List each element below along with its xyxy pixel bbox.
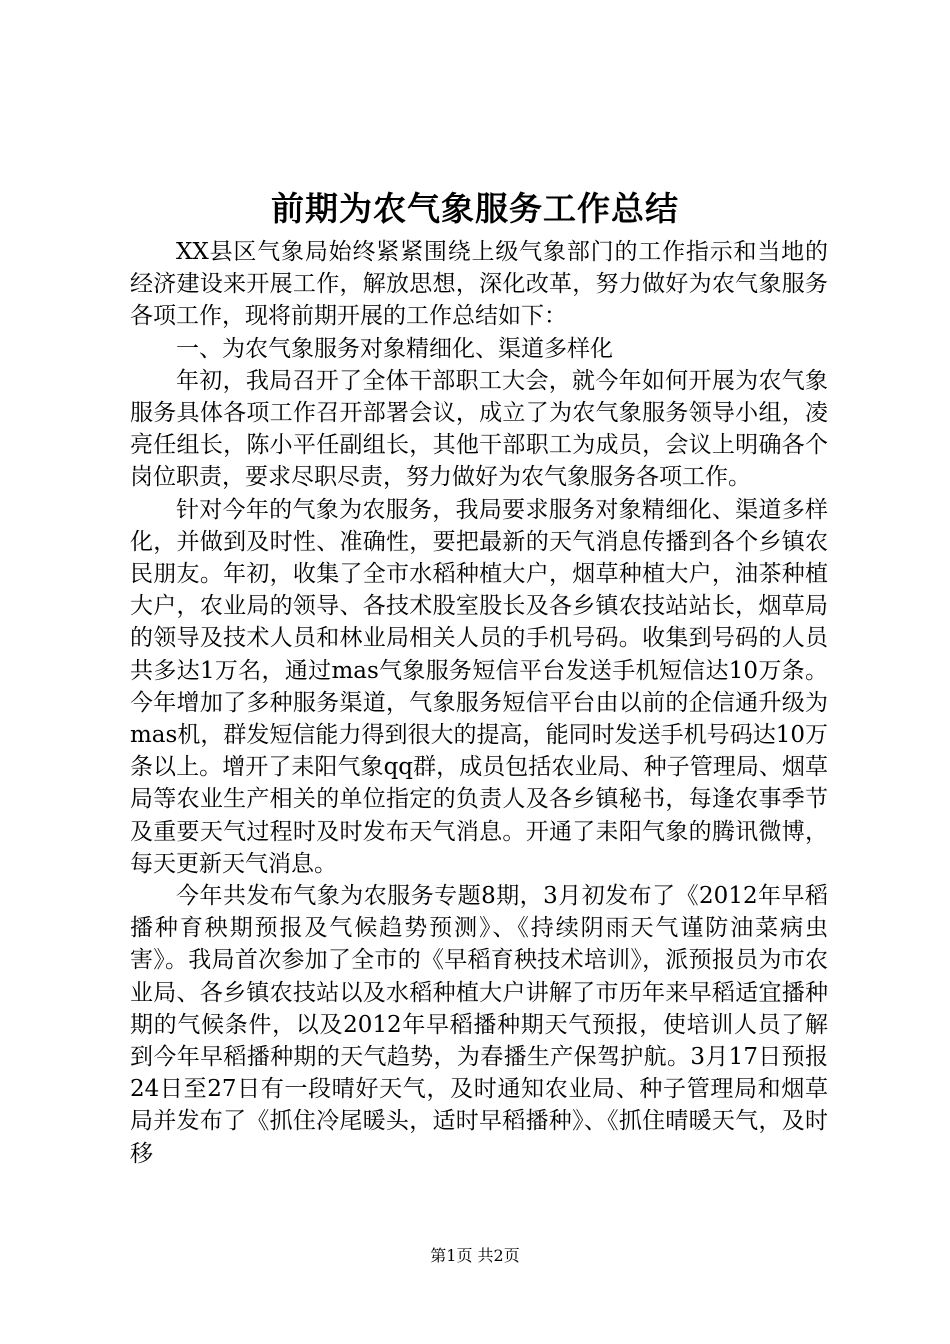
document-body [130,236,828,1170]
intro-paragraph: XX县区气象局始终紧紧围绕上级气象部门的工作指示和当地的经济建设来开展工作，解放思想，深化改革，努力做好为农气象服务各项工作，现将前期开展的工作总结如下： [130,239,828,330]
body-paragraph: 今年共发布气象为农服务专题8期，3月初发布了《2012年早稻播种育秧期预报及气候趋势预测》、《持续阴雨天气谨防油菜病虫害》。我局首次参加了全市的《早稻育秧技术培训》，派预报员为市农业局、各乡镇农技站以及水稻种植大户讲解了市历年来早稻适宜播种期的气候条件，以及2012年早稻播种期天气预报，使培训人员了解到今年早稻播种期的天气趋势，为春播生产保驾护航。3月17日预报24日至27日有一段晴好天气，及时通知农业局、种子管理局和烟草局并发布了《抓住冷尾暖头，适时早稻播种》、《抓住晴暖天气，及时移 [130,883,828,1167]
body-paragraph: 针对今年的气象为农服务，我局要求服务对象精细化、渠道多样化，并做到及时性、准确性，要把最新的天气消息传播到各个乡镇农民朋友。年初，收集了全市水稻种植大户，烟草种植大户，油茶种植大户，农业局的领导、各技术股室股长及各乡镇农技站站长，烟草局的领导及技术人员和林业局相关人员的手机号码。收集到号码的人员共多达1万名，通过mas气象服务短信平台发送手机短信达10万条。今年增加了多种服务渠道，气象服务短信平台由以前的企信通升级为mas机，群发短信能力得到很大的提高，能同时发送手机号码达10万条以上。增开了耒阳气象qq群，成员包括农业局、种子管理局、烟草局等农业生产相关的单位指定的负责人及各乡镇秘书，每逢农事季节及重要天气过程时及时发布天气消息。开通了耒阳气象的腾讯微博，每天更新天气消息。 [130,496,828,877]
document-title: 前期为农气象服务工作总结 [271,189,679,228]
section-heading-1: 一、为农气象服务对象精细化、渠道多样化 [176,335,613,362]
body-paragraph: 年初，我局召开了全体干部职工大会，就今年如何开展为农气象服务具体各项工作召开部署会议，成立了为农气象服务领导小组，凌亮任组长，陈小平任副组长，其他干部职工为成员，会议上明确各个岗位职责，要求尽职尽责，努力做好为农气象服务各项工作。 [130,367,828,491]
page-number-footer: 第1页 共2页 [430,1246,520,1265]
